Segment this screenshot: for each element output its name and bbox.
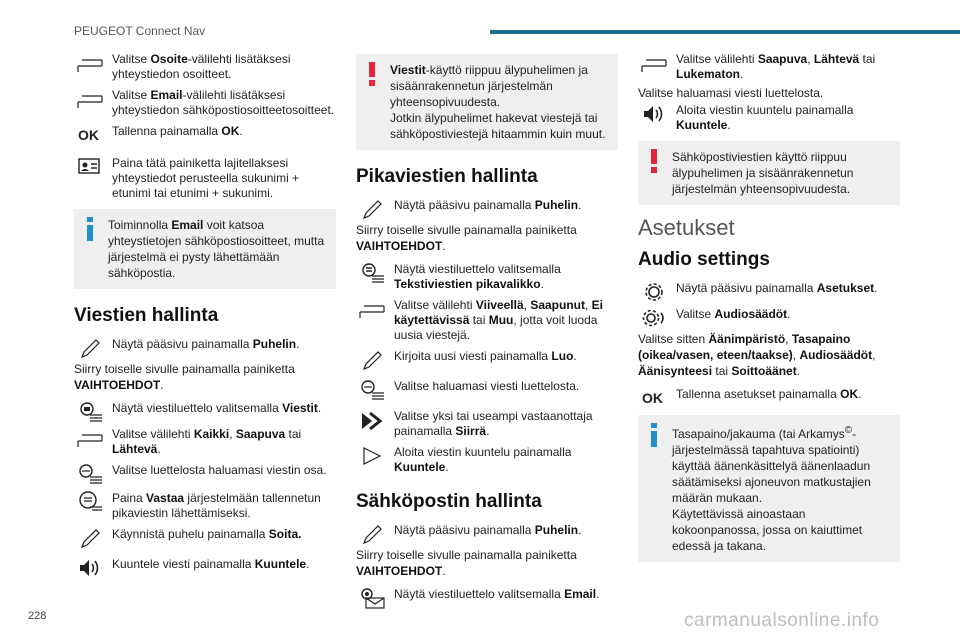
row-create: Kirjoita uusi viesti painamalla Luo. [356, 349, 618, 365]
message-list-icon [76, 401, 104, 423]
row-phone-main: Näytä pääsivu painamalla Puhelin. [356, 523, 618, 539]
row-tabs-all: Valitse välilehti Kaikki, Saapuva tai Lähtevä. [74, 427, 336, 457]
row-call: Käynnistä puhelu painamalla Soita. [74, 527, 336, 543]
contact-sort-icon [76, 156, 104, 178]
row-listen: Aloita viestin kuuntelu painamalla Kuuntele. [356, 445, 618, 475]
page-number: 228 [28, 610, 47, 622]
speaker-icon [76, 557, 104, 579]
ok-icon: OK [642, 390, 663, 406]
header-title: PEUGEOT Connect Nav [74, 24, 206, 38]
row-tabs-delayed: Valitse välilehti Viiveellä, Saapunut, Ei käytettävissä tai Muu, jotta voit luoda uusia viestejä. [356, 298, 618, 343]
section-title-audio: Audio settings [638, 249, 770, 270]
tab-icon [76, 88, 104, 110]
row-quick-menu: Näytä viestiluettelo valitsemalla Tekstiviestien pikavalikko. [356, 262, 618, 292]
info-box-email: Toiminnolla Email voit katsoa yhteystietojen sähköpostiosoitteet, mutta järjestelmä ei pysty lähettämään sähköpostia. [74, 209, 336, 289]
row-tabs-inbox: Valitse välilehti Saapuva, Lähtevä tai Lukematon. [638, 52, 900, 82]
row-email-list: Näytä viestiluettelo valitsemalla Email. [356, 587, 618, 603]
row-phone-main: Näytä pääsivu painamalla Puhelin. [356, 198, 618, 214]
row-audio-settings: Valitse Audiosäädöt. [638, 307, 900, 323]
gear-speaker-icon [640, 307, 668, 329]
list-search-icon [76, 463, 104, 485]
section-title-email: Sähköpostin hallinta [356, 491, 542, 512]
pencil-icon [76, 527, 104, 549]
info-box-balance: Tasapaino/jakauma (tai Arkamys©-järjestelmässä tapahtuva spatiointi) käyttää äänenkäsittelyä äänenlaadun säätämiseksi ajoneuvon matkustajien määrän mukaan. Käytettävissä ainoastaan kokoonpanossa, jossa on kaiuttimet edessä ja takana. [638, 415, 900, 562]
row-phone-main: Näytä pääsivu painamalla Puhelin. [74, 337, 336, 353]
warning-box-messages: Viestit-käyttö riippuu älypuhelimen ja sisäänrakennetun järjestelmän yhteensopivuudesta. Jotkin älypuhelimet hakevat viestejä tai sähköpostiviestejä hitaammin kuin muut. [356, 54, 618, 150]
para-audio-options: Valitse sitten Äänimpäristö, Tasapaino (oikea/vasen, eteen/taakse), Audiosäädöt, Äänisynteesi tai Soittoäänet. [638, 332, 876, 378]
row-select-part: Valitse luettelosta haluamasi viestin osa. [74, 463, 336, 479]
column-1 [74, 52, 336, 579]
section-title-quick-messages: Pikaviestien hallinta [356, 166, 538, 187]
warning-box-email: Sähköpostiviestien käyttö riippuu älypuhelimen ja sisäänrakennetun järjestelmän yhteensopivuudesta. [638, 141, 900, 205]
gear-icon [640, 281, 668, 303]
row-settings-main: Näytä pääsivu painamalla Asetukset. [638, 281, 900, 297]
pencil-icon [358, 523, 386, 545]
tab-icon [76, 427, 104, 449]
list-search-icon [358, 379, 386, 401]
quick-reply-icon [76, 491, 104, 513]
para-select-message: Valitse haluamasi viesti luettelosta. [638, 86, 824, 100]
para-options: Siirry toiselle sivulle painamalla painiketta VAIHTOEHDOT. [356, 223, 577, 253]
header-bar [490, 30, 960, 34]
para-options: Siirry toiselle sivulle painamalla painiketta VAIHTOEHDOT. [74, 362, 295, 392]
row-listen: Aloita viestin kuuntelu painamalla Kuuntele. [638, 103, 900, 133]
tab-icon [358, 298, 386, 320]
warning-icon [366, 62, 378, 90]
row-email-tab: Valitse Email-välilehti lisätäksesi yhteystiedon sähköpostiosoitteetosoitteet. [74, 88, 336, 118]
play-icon [358, 445, 386, 467]
info-icon [84, 217, 96, 245]
warning-icon [648, 149, 660, 177]
tab-icon [76, 52, 104, 74]
column-2 [356, 52, 618, 609]
ok-icon: OK [78, 127, 99, 143]
pencil-icon [76, 337, 104, 359]
email-icon [358, 587, 386, 609]
info-icon [648, 423, 660, 451]
watermark: carmanualsonline.info [684, 610, 880, 631]
page-section-title: Asetukset [638, 215, 735, 240]
para-options: Siirry toiselle sivulle painamalla painiketta VAIHTOEHDOT. [356, 548, 577, 578]
row-reply: Paina Vastaa järjestelmään tallennetun pikaviestin lähettämiseksi. [74, 491, 336, 521]
row-save-ok: OK Tallenna painamalla OK. [78, 124, 243, 143]
tab-icon [640, 52, 668, 74]
section-title-messages: Viestien hallinta [74, 305, 219, 326]
pencil-icon [358, 198, 386, 220]
column-3 [638, 52, 900, 570]
forward-arrow-icon [358, 409, 386, 431]
quick-message-icon [358, 262, 386, 284]
row-transfer: Valitse yksi tai useampi vastaanottaja painamalla Siirrä. [356, 409, 618, 439]
pencil-icon [358, 349, 386, 371]
row-messages-list: Näytä viestiluettelo valitsemalla Viestit. [74, 401, 336, 417]
speaker-icon [640, 103, 668, 125]
row-sort-contacts: Paina tätä painiketta lajitellaksesi yhteystiedot perusteella sukunimi + etunimi tai etunimi + sukunimi. [74, 156, 336, 201]
row-listen: Kuuntele viesti painamalla Kuuntele. [74, 557, 336, 573]
row-save-ok: OK Tallenna asetukset painamalla OK. [642, 387, 862, 406]
row-address-tab: Valitse Osoite-välilehti lisätäksesi yhteystiedon osoitteet. [74, 52, 336, 82]
row-select-message: Valitse haluamasi viesti luettelosta. [356, 379, 618, 395]
